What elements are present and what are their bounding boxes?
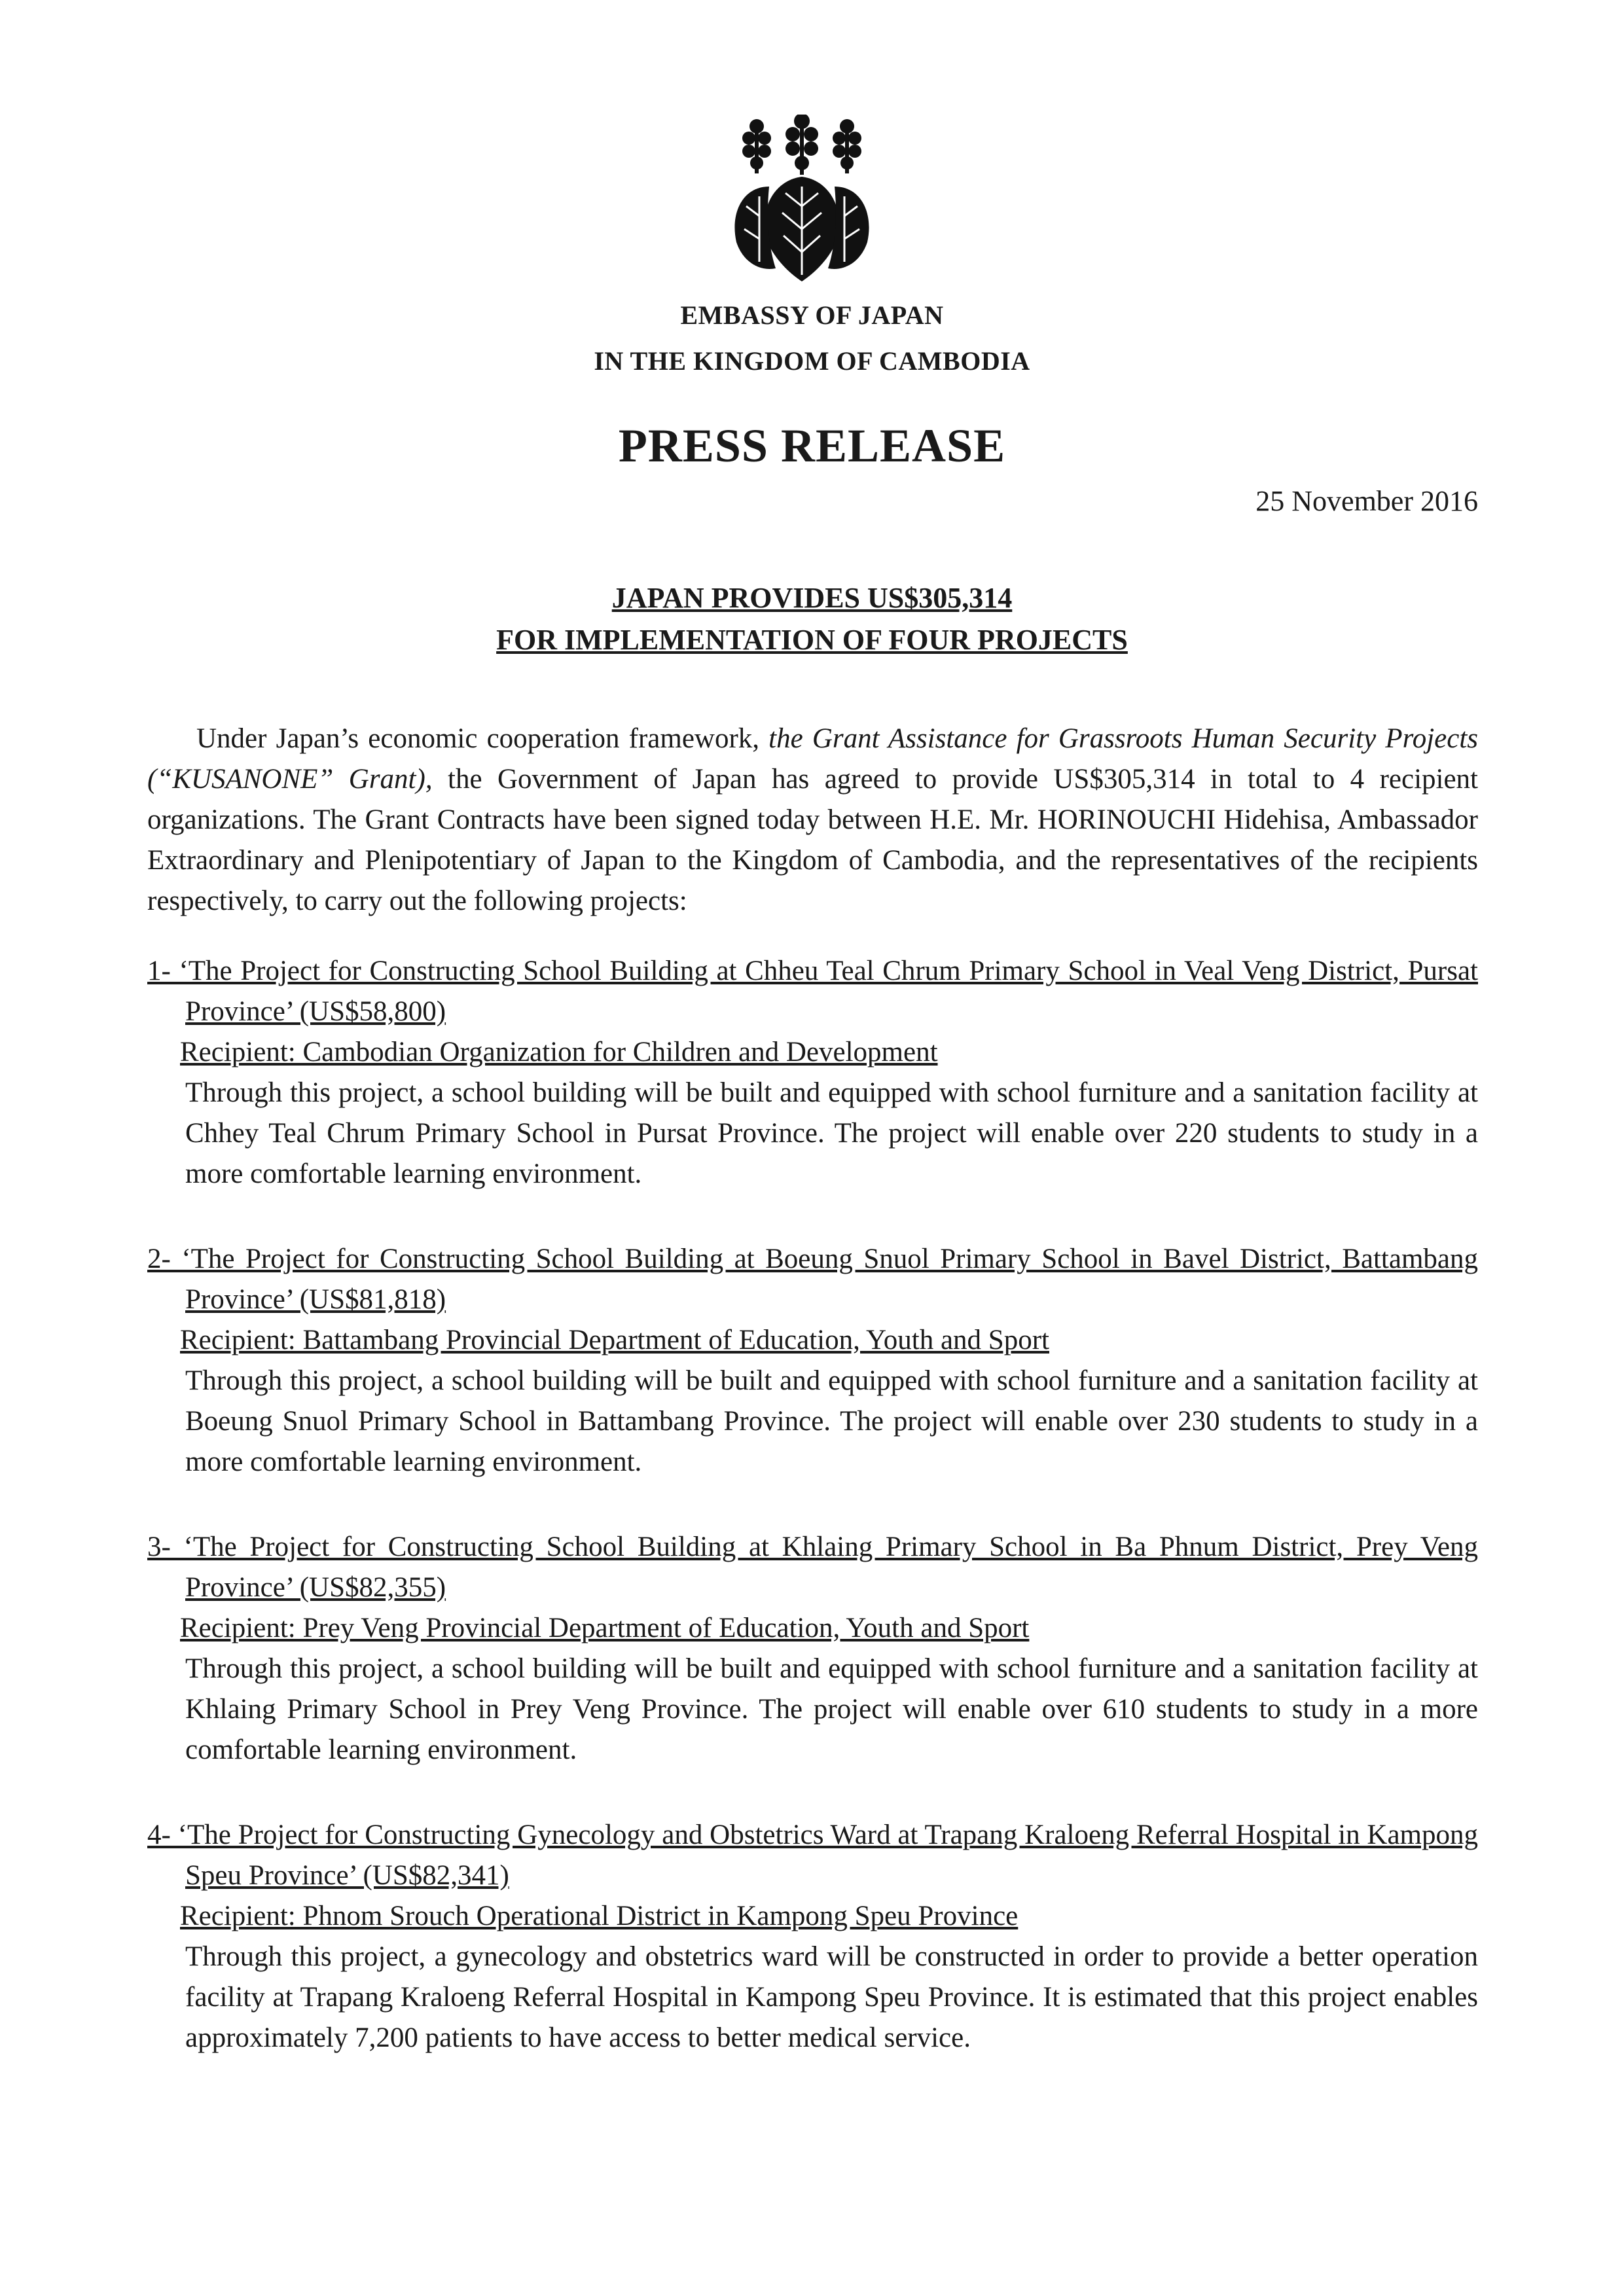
intro-text-part-1: Under Japan’s economic cooperation framework, [196, 723, 769, 754]
document-title: PRESS RELEASE [618, 420, 1006, 472]
project-description: Through this project, a school building will be built and equipped with school furniture and a sanitation facility at Boeung Snuol Primary School in Battambang Province. The project will enable over 230 students to study in a more comfortable learning environment. [185, 1365, 1478, 1477]
project-description: Through this project, a school building will be built and equipped with school furniture and a sanitation facility at Khlaing Primary School in Prey Veng Province. The project will enable over 610 students to study in a more comfortable learning environment. [185, 1653, 1478, 1765]
project-item-3 [147, 1527, 1478, 1770]
embassy-name: EMBASSY OF JAPAN [680, 300, 944, 330]
embassy-country: IN THE KINGDOM OF CAMBODIA [594, 346, 1030, 376]
project-title: 4- ‘The Project for Constructing Gynecology and Obstetrics Ward at Trapang Kraloeng Referral Hospital in Kampong Speu Province’ (US$82,341) [147, 1820, 1478, 1891]
project-recipient: Recipient: Battambang Provincial Department of Education, Youth and Sport [180, 1325, 1049, 1355]
project-title: 3- ‘The Project for Constructing School Building at Khlaing Primary School in Ba Phnum District, Prey Veng Province’ (US$82,355) [147, 1532, 1478, 1603]
project-description: Through this project, a gynecology and obstetrics ward will be constructed in order to provide a better operation facility at Trapang Kraloeng Referral Hospital in Kampong Speu Province. It is estimated that this project enables approximately 7,200 patients to have access to better medical service. [185, 1941, 1478, 2053]
intro-text-part-2: the Government of Japan has agreed to provide US$305,314 in total to 4 recipient organizations. The Grant Contracts have been signed today between H.E. Mr. HORINOUCHI Hidehisa, Ambassador Extraordinary and Plenipotentiary of Japan to the Kingdom of Cambodia, and the representatives of the recipients respectively, to carry out the following projects: [147, 764, 1478, 916]
project-description: Through this project, a school building will be built and equipped with school furniture and a sanitation facility at Chhey Teal Chrum Primary School in Pursat Province. The project will enable over 220 students to study in a more comfortable learning environment. [185, 1077, 1478, 1189]
project-recipient: Recipient: Cambodian Organization for Children and Development [180, 1037, 938, 1067]
project-item-2 [147, 1239, 1478, 1482]
release-date: 25 November 2016 [1255, 485, 1478, 517]
project-title: 2- ‘The Project for Constructing School Building at Boeung Snuol Primary School in Bavel District, Battambang Province’ (US$81,818) [147, 1244, 1478, 1315]
headline-line-2: FOR IMPLEMENTATION OF FOUR PROJECTS [496, 624, 1128, 656]
project-recipient: Recipient: Prey Veng Provincial Department of Education, Youth and Sport [180, 1613, 1030, 1643]
project-recipient: Recipient: Phnom Srouch Operational District in Kampong Speu Province [180, 1901, 1019, 1931]
project-item-4 [147, 1815, 1478, 2058]
project-title: 1- ‘The Project for Constructing School Building at Chheu Teal Chrum Primary School in Veal Veng District, Pursat Province’ (US$58,800) [147, 956, 1478, 1027]
headline-line-1: JAPAN PROVIDES US$305,314 [611, 582, 1013, 614]
intro-paragraph [147, 719, 1478, 922]
project-item-1 [147, 951, 1478, 1194]
paulownia-crest-icon [730, 115, 874, 285]
intro-grant-name: the Grant Assistance for Grassroots Human Security Projects (“KUSANONE” Grant), [147, 723, 1479, 795]
